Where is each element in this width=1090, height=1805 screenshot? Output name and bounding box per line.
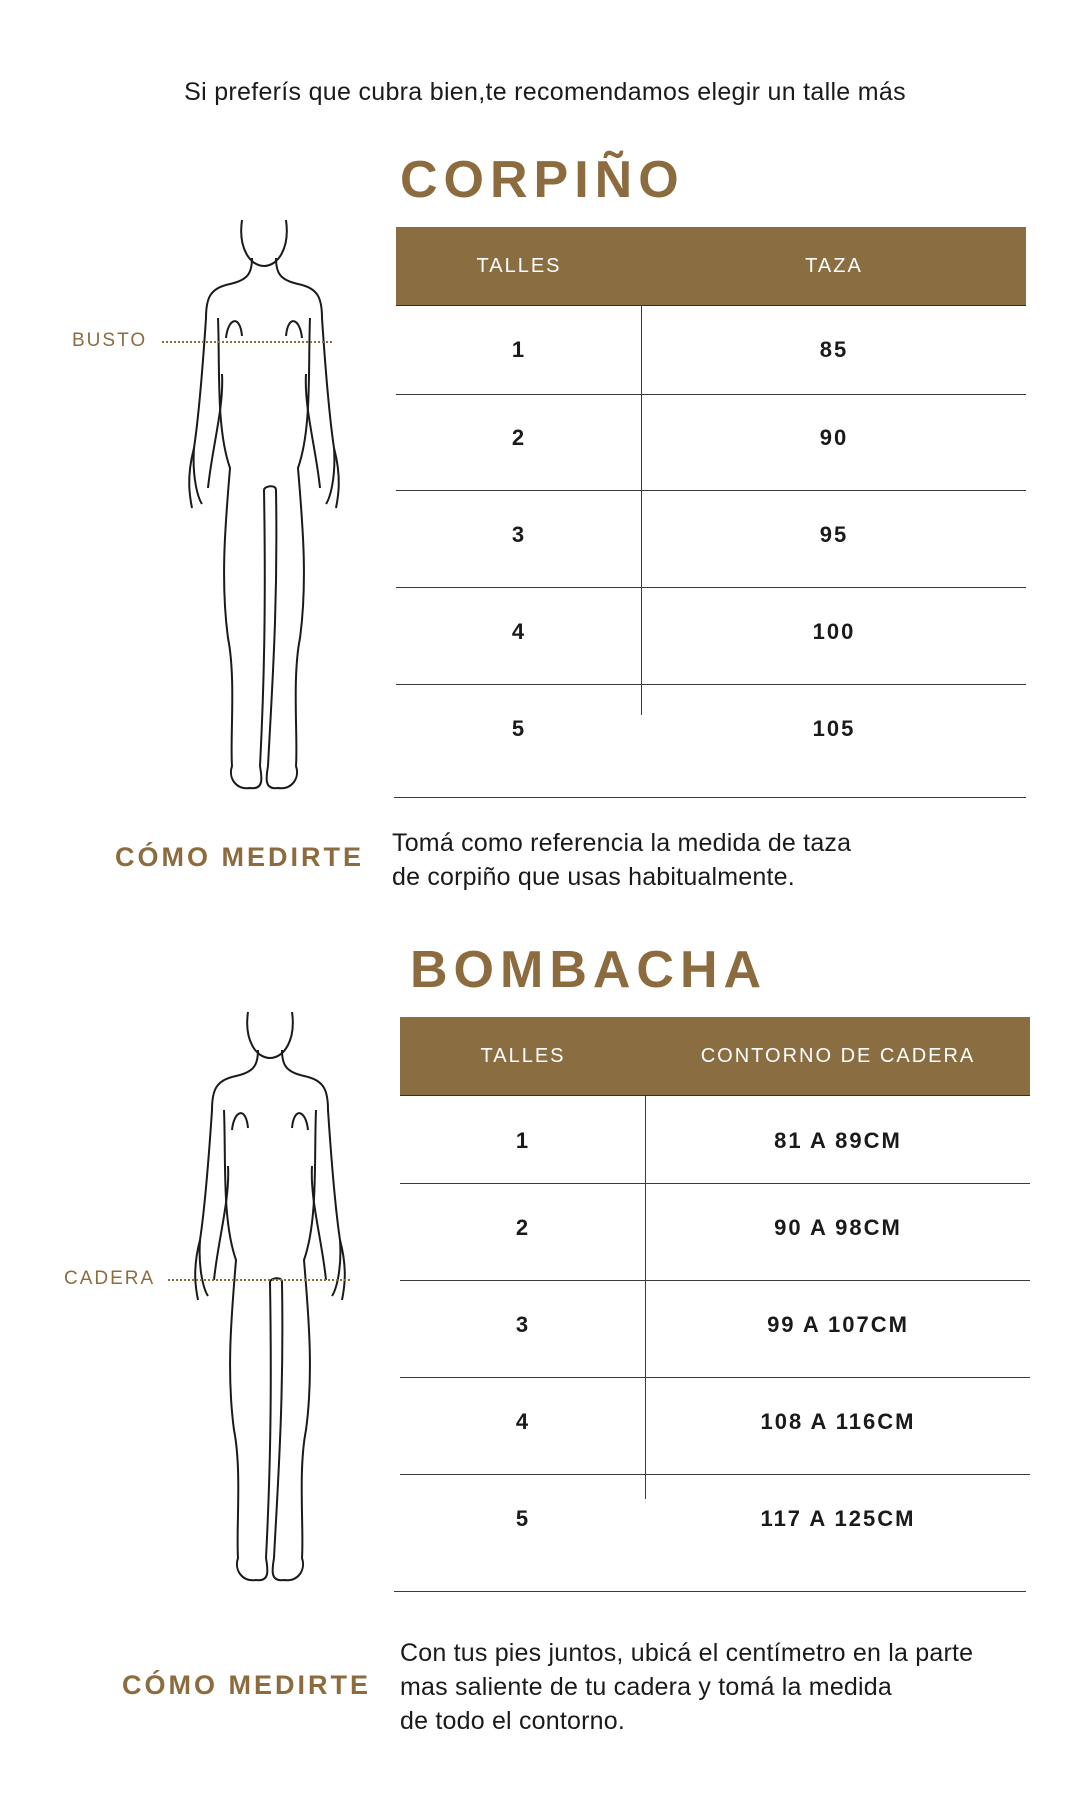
cadera-measure-line xyxy=(168,1279,350,1281)
table-row-3-contorno: 99 A 107CM xyxy=(767,1312,909,1337)
bombacha-howto-text: Con tus pies juntos, ubicá el centímetro en la parte mas saliente de tu cadera y tomá la medida de todo el contorno. xyxy=(400,1639,974,1735)
table-row-5-talle: 5 xyxy=(511,716,527,741)
body-figure-icon xyxy=(180,218,370,798)
busto-measure-line xyxy=(162,341,332,343)
corpino-size-table xyxy=(396,227,1026,797)
table-row-5-talle: 5 xyxy=(515,1506,531,1531)
corpino-title: CORPIÑO xyxy=(400,151,685,209)
table-row-2-taza: 90 xyxy=(819,425,849,450)
table-row-5-contorno: 117 A 125CM xyxy=(760,1506,916,1531)
intro-text: Si preferís que cubra bien,te recomendamos elegir un talle más xyxy=(184,78,906,106)
table-row-2-contorno: 90 A 98CM xyxy=(774,1215,902,1240)
table-row-4-taza: 100 xyxy=(812,619,856,644)
header-talles: TALLES xyxy=(480,1045,566,1067)
table-row-2-talle: 2 xyxy=(511,425,527,450)
table-row-5-taza: 105 xyxy=(812,716,856,741)
table-row-3-talle: 3 xyxy=(515,1312,531,1337)
table-row-3-taza: 95 xyxy=(819,522,849,547)
table-row-2-talle: 2 xyxy=(515,1215,531,1240)
table-row-1-taza: 85 xyxy=(819,337,849,362)
header-taza: TAZA xyxy=(805,255,863,277)
corpino-table-header xyxy=(396,227,1026,306)
table-row-1-contorno: 81 A 89CM xyxy=(774,1128,902,1153)
table-row-1-talle: 1 xyxy=(511,337,527,362)
corpino-howto-text: Tomá como referencia la medida de taza de corpiño que usas habitualmente. xyxy=(392,829,852,891)
header-contorno: CONTORNO DE CADERA xyxy=(700,1045,976,1067)
header-talles: TALLES xyxy=(476,255,562,277)
table-row-3-talle: 3 xyxy=(511,522,527,547)
table-row-4-contorno: 108 A 116CM xyxy=(760,1409,916,1434)
table-row-4-talle: 4 xyxy=(515,1409,531,1434)
bombacha-title: BOMBACHA xyxy=(410,941,768,999)
busto-label: BUSTO xyxy=(72,330,148,351)
table-row-4-talle: 4 xyxy=(511,619,527,644)
bombacha-size-table xyxy=(400,1017,1030,1591)
bombacha-table-header xyxy=(400,1017,1030,1096)
corpino-howto-label: CÓMO MEDIRTE xyxy=(115,842,364,872)
bombacha-howto-label: CÓMO MEDIRTE xyxy=(122,1670,371,1700)
cadera-label: CADERA xyxy=(64,1268,156,1289)
body-figure-icon xyxy=(186,1010,376,1590)
table-row-1-talle: 1 xyxy=(515,1128,531,1153)
